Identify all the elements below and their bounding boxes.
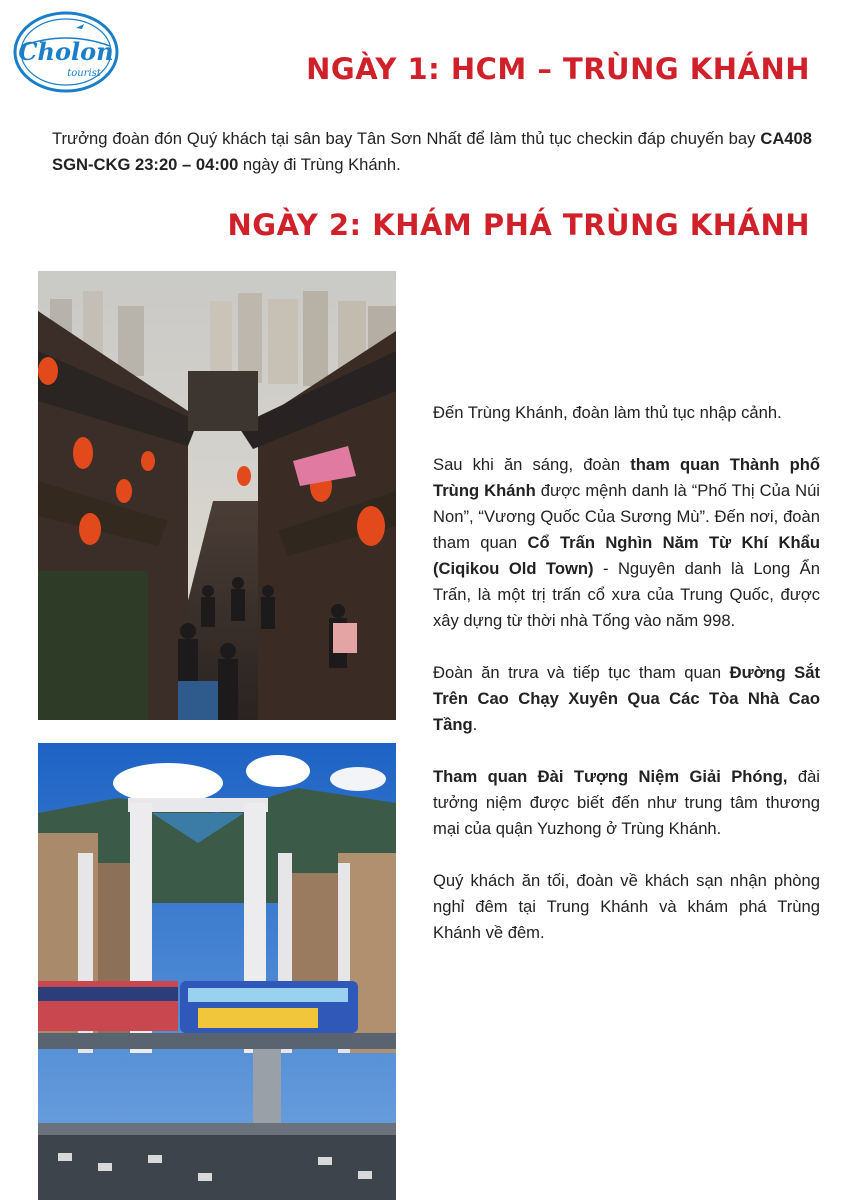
photo-ciqikou-old-town	[38, 271, 396, 720]
day2-description	[433, 400, 820, 972]
day1-intro: Trưởng đoàn đón Quý khách tại sân bay Tân Sơn Nhất để làm thủ tục checkin đáp chuyến bay CA408 SGN-CKG 23:20 – 04:00 ngày đi Trùng Khánh.	[52, 129, 812, 174]
photo-monorail-bridge	[38, 743, 396, 1200]
flight-info: CA408 SGN-CKG 23:20 – 04:00	[52, 129, 812, 174]
logo-text: Cholon	[18, 37, 114, 66]
day2-title: NGÀY 2: KHÁM PHÁ TRÙNG KHÁNH	[227, 208, 810, 242]
logo-subtext: tourist	[67, 68, 101, 79]
paragraph-monorail: Đoàn ăn trưa và tiếp tục tham quan Đường Sắt Trên Cao Chạy Xuyên Qua Các Tòa Nhà Cao Tầng.	[433, 663, 820, 734]
paragraph-city-tour: Sau khi ăn sáng, đoàn tham quan Thành phố Trùng Khánh được mệnh danh là “Phố Thị Của Núi Non”, “Vương Quốc Của Sương Mù”. Đến nơi, đoàn tham quan Cổ Trấn Nghìn Năm Từ Khí Khẩu (Ciqikou Old Town) - Nguyên danh là Long Ẩn Trấn, là một trị trấn cổ xưa của Trung Quốc, được xây dựng từ thời nhà Tống vào năm 998.	[433, 455, 820, 630]
day1-title: NGÀY 1: HCM – TRÙNG KHÁNH	[306, 52, 810, 86]
paragraph-evening: Quý khách ăn tối, đoàn về khách sạn nhận phòng nghỉ đêm tại Trung Khánh và khám phá Trùng Khánh về đêm.	[433, 871, 820, 942]
paragraph-monument: Tham quan Đài Tượng Niệm Giải Phóng, đài tưởng niệm được biết đến như trung tâm thương mại của quận Yuzhong ở Trùng Khánh.	[433, 767, 820, 838]
paragraph-arrival: Đến Trùng Khánh, đoàn làm thủ tục nhập cảnh.	[433, 403, 782, 422]
cholon-tourist-logo	[12, 10, 120, 94]
